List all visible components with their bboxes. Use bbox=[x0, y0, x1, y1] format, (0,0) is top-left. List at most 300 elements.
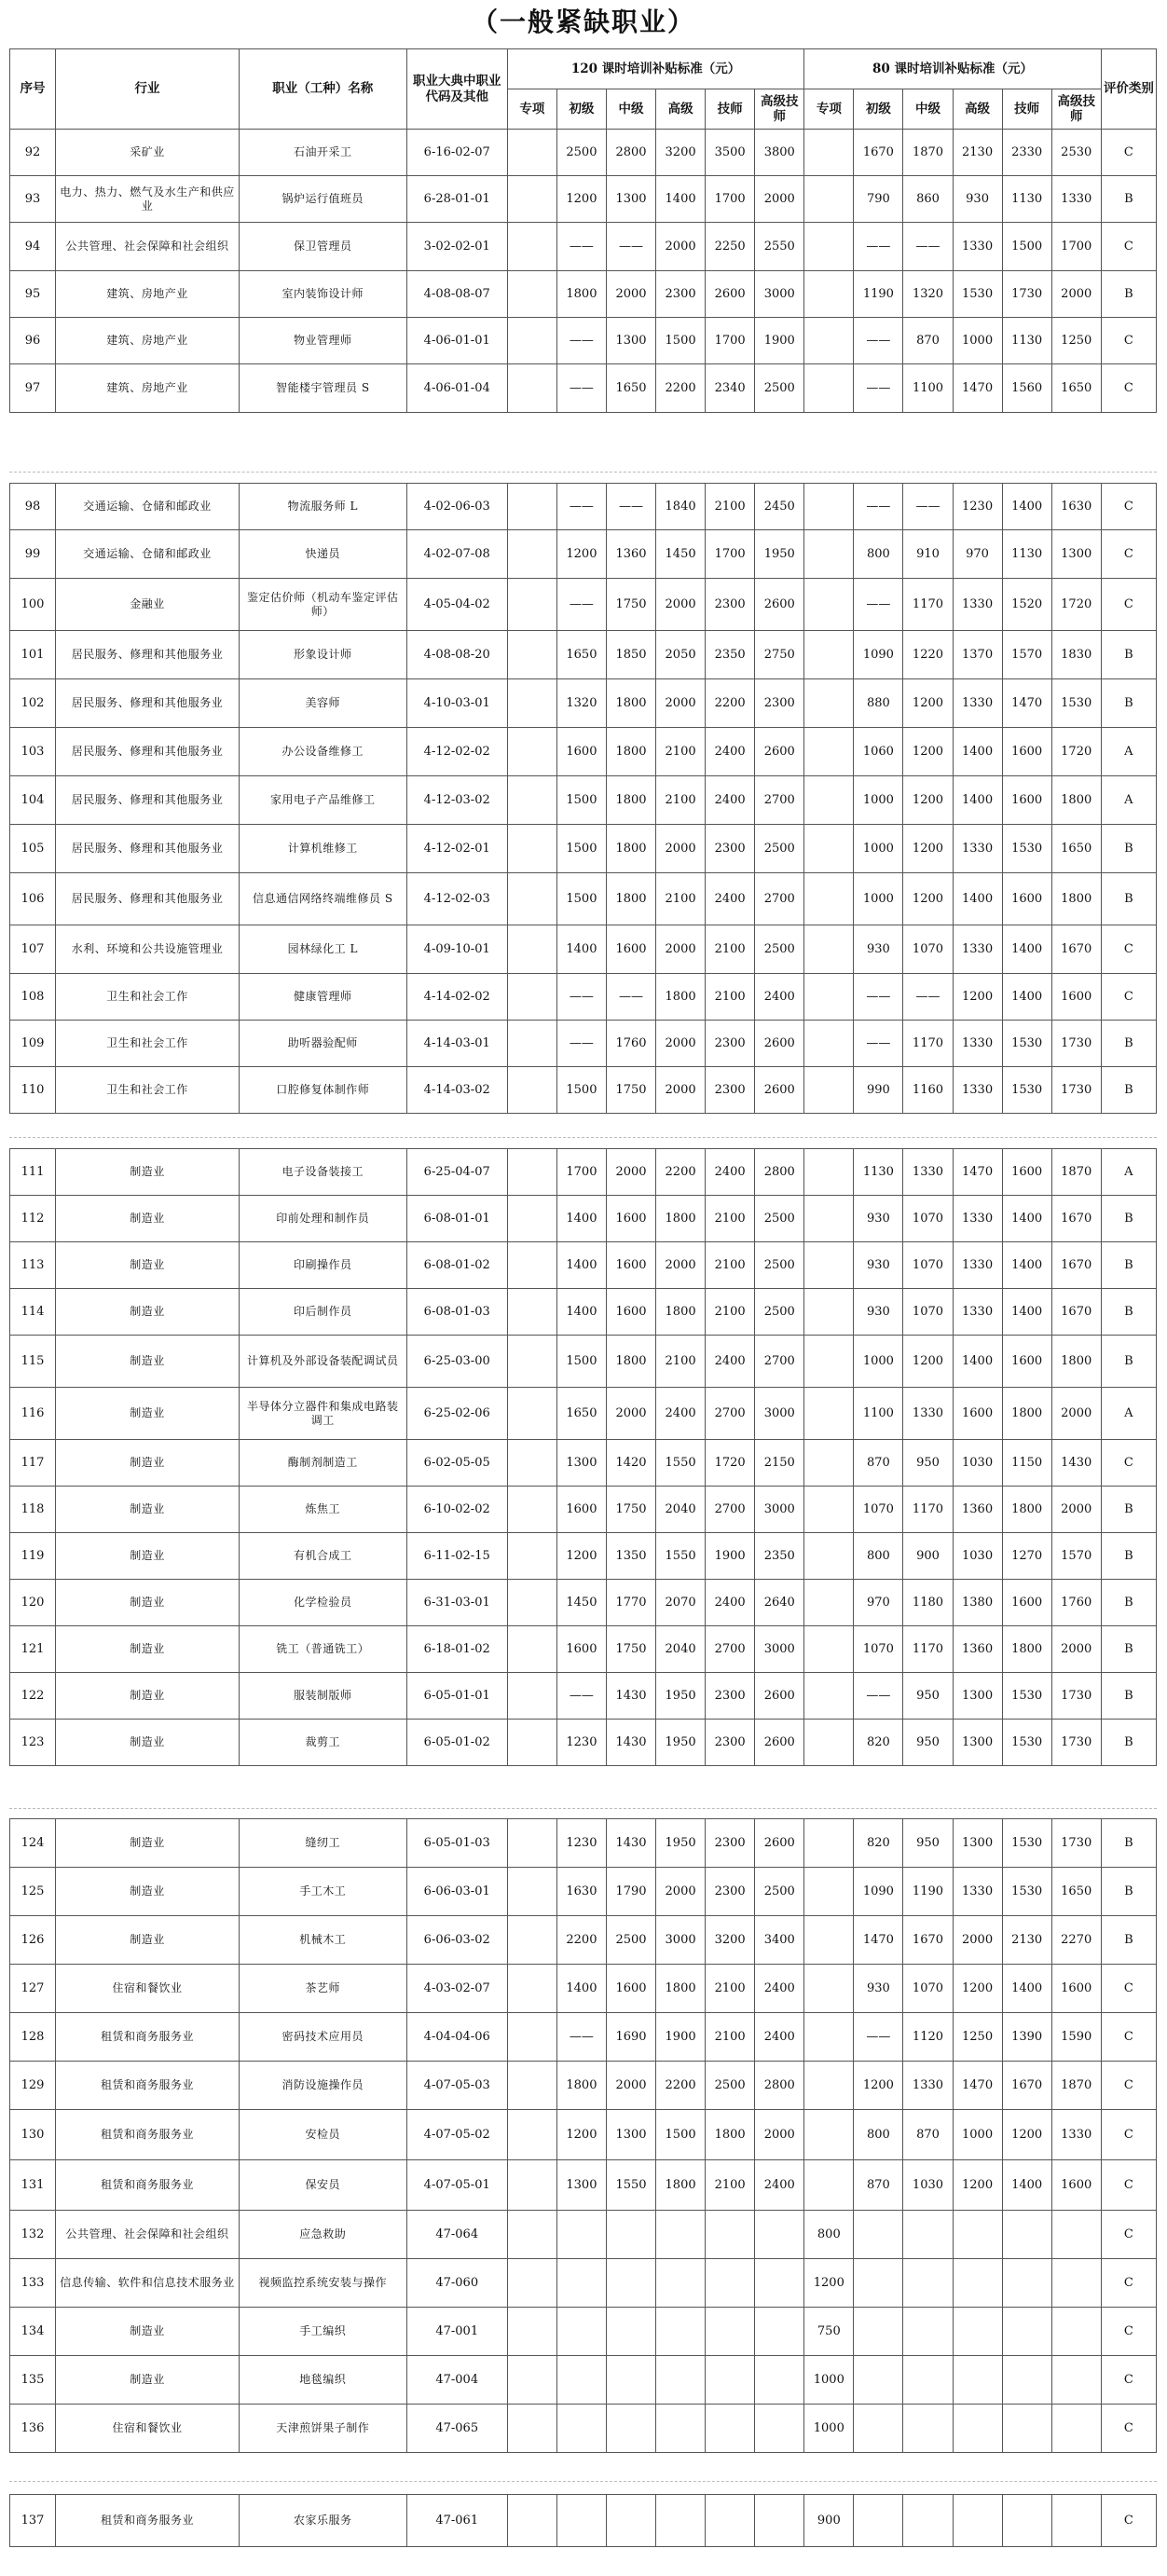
cell-rating: C bbox=[1101, 130, 1156, 176]
table-row bbox=[10, 2160, 1157, 2211]
table-block bbox=[9, 2494, 1157, 2547]
cell-80 bbox=[804, 1626, 854, 1673]
cell-rating: B bbox=[1101, 1533, 1156, 1580]
cell-80 bbox=[804, 825, 854, 873]
cell-120: 1800 bbox=[656, 1196, 706, 1242]
cell-80: 1470 bbox=[854, 1916, 903, 1965]
cell-seq: 99 bbox=[10, 530, 56, 579]
cell-industry: 制造业 bbox=[55, 1336, 239, 1388]
cell-occupation: 安检员 bbox=[239, 2110, 406, 2160]
cell-120 bbox=[507, 1673, 556, 1720]
cell-occupation: 保安员 bbox=[239, 2160, 406, 2211]
cell-rating: B bbox=[1101, 1242, 1156, 1289]
cell-80: 1730 bbox=[1051, 1819, 1101, 1868]
cell-120: 1800 bbox=[656, 1965, 706, 2013]
cell-80: 1170 bbox=[903, 1021, 953, 1067]
cell-code: 4-08-08-07 bbox=[406, 271, 507, 318]
cell-industry: 交通运输、仓储和邮政业 bbox=[55, 530, 239, 579]
cell-seq: 119 bbox=[10, 1533, 56, 1580]
cell-80: 1800 bbox=[1002, 1626, 1051, 1673]
cell-120: 1950 bbox=[656, 1819, 706, 1868]
cell-code: 6-08-01-01 bbox=[406, 1196, 507, 1242]
cell-code: 4-05-04-02 bbox=[406, 579, 507, 631]
cell-80 bbox=[1002, 2308, 1051, 2356]
cell-120: 2000 bbox=[656, 1067, 706, 1114]
cell-occupation: 服装制版师 bbox=[239, 1673, 406, 1720]
cell-120: 1800 bbox=[656, 2160, 706, 2211]
cell-industry: 制造业 bbox=[55, 1440, 239, 1487]
cell-80: 1600 bbox=[1002, 1580, 1051, 1626]
cell-120 bbox=[507, 223, 556, 271]
cell-seq: 100 bbox=[10, 579, 56, 631]
cell-120: 2800 bbox=[606, 130, 655, 176]
cell-80: 1600 bbox=[1051, 2160, 1101, 2211]
cell-80: 1390 bbox=[1002, 2013, 1051, 2062]
header-seq: 序号 bbox=[10, 49, 56, 130]
cell-80: 1830 bbox=[1051, 631, 1101, 679]
cell-industry: 居民服务、修理和其他服务业 bbox=[55, 631, 239, 679]
cell-120: 2100 bbox=[706, 2013, 755, 2062]
cell-120: 2000 bbox=[656, 825, 706, 873]
cell-occupation: 锅炉运行值班员 bbox=[239, 176, 406, 223]
cell-rating: C bbox=[1101, 364, 1156, 413]
cell-80: 1400 bbox=[953, 873, 1002, 925]
cell-rating: B bbox=[1101, 1916, 1156, 1965]
cell-120: 1550 bbox=[656, 1533, 706, 1580]
cell-seq: 97 bbox=[10, 364, 56, 413]
cell-occupation: 半导体分立器件和集成电路装调工 bbox=[239, 1388, 406, 1440]
cell-120 bbox=[507, 2308, 556, 2356]
cell-rating: C bbox=[1101, 2259, 1156, 2308]
cell-80: 1200 bbox=[1002, 2110, 1051, 2160]
cell-seq: 129 bbox=[10, 2062, 56, 2110]
cell-occupation: 美容师 bbox=[239, 679, 406, 728]
cell-120 bbox=[656, 2356, 706, 2405]
cell-120 bbox=[507, 1242, 556, 1289]
cell-seq: 132 bbox=[10, 2211, 56, 2259]
cell-80: 1630 bbox=[1051, 484, 1101, 530]
cell-120: 2350 bbox=[706, 631, 755, 679]
cell-rating: A bbox=[1101, 776, 1156, 825]
cell-80: 1220 bbox=[903, 631, 953, 679]
cell-80: 1030 bbox=[903, 2160, 953, 2211]
cell-120: 1600 bbox=[556, 1487, 606, 1533]
cell-occupation: 地毯编织 bbox=[239, 2356, 406, 2405]
cell-120: 1800 bbox=[606, 728, 655, 776]
cell-120: 1900 bbox=[755, 318, 804, 364]
cell-seq: 127 bbox=[10, 1965, 56, 2013]
cell-120: 3000 bbox=[656, 1916, 706, 1965]
cell-80 bbox=[804, 530, 854, 579]
cell-80 bbox=[804, 271, 854, 318]
cell-code: 6-11-02-15 bbox=[406, 1533, 507, 1580]
cell-80: 870 bbox=[903, 2110, 953, 2160]
cell-120: 2300 bbox=[706, 579, 755, 631]
cell-80: —— bbox=[854, 1673, 903, 1720]
cell-120: 1950 bbox=[656, 1673, 706, 1720]
cell-120 bbox=[507, 728, 556, 776]
header-level: 技师 bbox=[706, 89, 755, 130]
cell-rating: B bbox=[1101, 1336, 1156, 1388]
cell-80: 1200 bbox=[903, 825, 953, 873]
cell-120: 1200 bbox=[556, 530, 606, 579]
cell-80: 1070 bbox=[903, 1196, 953, 1242]
cell-120 bbox=[706, 2211, 755, 2259]
cell-80: 1650 bbox=[1051, 825, 1101, 873]
header-industry: 行业 bbox=[55, 49, 239, 130]
cell-120: 1630 bbox=[556, 1868, 606, 1916]
cell-120 bbox=[507, 2495, 556, 2547]
cell-120: 1650 bbox=[606, 364, 655, 413]
cell-120: —— bbox=[556, 1021, 606, 1067]
cell-80: 1330 bbox=[953, 1868, 1002, 1916]
cell-120: 2000 bbox=[606, 2062, 655, 2110]
cell-80: 1060 bbox=[854, 728, 903, 776]
cell-80 bbox=[804, 1067, 854, 1114]
cell-seq: 126 bbox=[10, 1916, 56, 1965]
cell-seq: 93 bbox=[10, 176, 56, 223]
table-row bbox=[10, 176, 1157, 223]
cell-120: 2400 bbox=[755, 974, 804, 1021]
cell-120 bbox=[507, 2062, 556, 2110]
table-row bbox=[10, 318, 1157, 364]
cell-120: 2750 bbox=[755, 631, 804, 679]
cell-code: 4-12-02-01 bbox=[406, 825, 507, 873]
cell-80: 1000 bbox=[953, 318, 1002, 364]
table-row bbox=[10, 271, 1157, 318]
cell-120: 2500 bbox=[755, 925, 804, 974]
cell-80 bbox=[804, 631, 854, 679]
cell-80 bbox=[804, 1868, 854, 1916]
cell-80 bbox=[804, 318, 854, 364]
cell-80: 1330 bbox=[903, 1149, 953, 1196]
cell-80 bbox=[804, 1196, 854, 1242]
cell-seq: 103 bbox=[10, 728, 56, 776]
cell-120: 1800 bbox=[606, 679, 655, 728]
cell-120 bbox=[507, 2013, 556, 2062]
cell-80: 800 bbox=[854, 1533, 903, 1580]
cell-80: 1070 bbox=[903, 925, 953, 974]
cell-120: —— bbox=[556, 484, 606, 530]
cell-seq: 95 bbox=[10, 271, 56, 318]
header-level: 中级 bbox=[606, 89, 655, 130]
cell-seq: 116 bbox=[10, 1388, 56, 1440]
cell-80: 2000 bbox=[1051, 271, 1101, 318]
cell-80 bbox=[1051, 2405, 1101, 2453]
cell-80: 1000 bbox=[854, 825, 903, 873]
cell-120: 2050 bbox=[656, 631, 706, 679]
cell-80: 1400 bbox=[1002, 1289, 1051, 1336]
cell-120: 2300 bbox=[706, 1819, 755, 1868]
cell-120: 1500 bbox=[556, 1067, 606, 1114]
cell-80 bbox=[953, 2356, 1002, 2405]
cell-industry: 卫生和社会工作 bbox=[55, 1067, 239, 1114]
cell-120 bbox=[507, 1720, 556, 1766]
cell-code: 6-31-03-01 bbox=[406, 1580, 507, 1626]
cell-120: 2500 bbox=[755, 1289, 804, 1336]
cell-80: 1190 bbox=[903, 1868, 953, 1916]
cell-120: 2040 bbox=[656, 1487, 706, 1533]
cell-seq: 136 bbox=[10, 2405, 56, 2453]
cell-80 bbox=[854, 2259, 903, 2308]
cell-80: 1200 bbox=[953, 1965, 1002, 2013]
cell-120: 1750 bbox=[606, 1067, 655, 1114]
cell-industry: 租赁和商务服务业 bbox=[55, 2110, 239, 2160]
cell-80: 1120 bbox=[903, 2013, 953, 2062]
cell-120: 1450 bbox=[556, 1580, 606, 1626]
cell-80: 1730 bbox=[1002, 271, 1051, 318]
cell-seq: 124 bbox=[10, 1819, 56, 1868]
cell-80: 930 bbox=[953, 176, 1002, 223]
cell-code: 4-14-03-02 bbox=[406, 1067, 507, 1114]
cell-120: 2100 bbox=[656, 776, 706, 825]
cell-120: 2100 bbox=[706, 1242, 755, 1289]
cell-seq: 102 bbox=[10, 679, 56, 728]
cell-occupation: 有机合成工 bbox=[239, 1533, 406, 1580]
cell-80 bbox=[854, 2495, 903, 2547]
cell-120: 2000 bbox=[656, 679, 706, 728]
cell-80: 1200 bbox=[903, 776, 953, 825]
cell-120: 2700 bbox=[706, 1388, 755, 1440]
cell-industry: 居民服务、修理和其他服务业 bbox=[55, 776, 239, 825]
cell-occupation: 助听器验配师 bbox=[239, 1021, 406, 1067]
table-block bbox=[9, 48, 1157, 413]
cell-80: 1330 bbox=[953, 679, 1002, 728]
cell-120: 1770 bbox=[606, 1580, 655, 1626]
cell-80: 930 bbox=[854, 1196, 903, 1242]
cell-80 bbox=[1002, 2405, 1051, 2453]
cell-120: 1700 bbox=[556, 1149, 606, 1196]
cell-code: 6-25-04-07 bbox=[406, 1149, 507, 1196]
cell-seq: 107 bbox=[10, 925, 56, 974]
cell-industry: 制造业 bbox=[55, 1149, 239, 1196]
page-break bbox=[9, 2481, 1157, 2482]
cell-80: 1730 bbox=[1051, 1067, 1101, 1114]
cell-seq: 112 bbox=[10, 1196, 56, 1242]
page-break bbox=[9, 1137, 1157, 1138]
cell-code: 6-05-01-02 bbox=[406, 1720, 507, 1766]
cell-industry: 建筑、房地产业 bbox=[55, 271, 239, 318]
cell-seq: 105 bbox=[10, 825, 56, 873]
cell-80: 1470 bbox=[953, 2062, 1002, 2110]
cell-80: 2530 bbox=[1051, 130, 1101, 176]
cell-120 bbox=[507, 130, 556, 176]
cell-80: 1130 bbox=[1002, 176, 1051, 223]
cell-120: 2300 bbox=[706, 1868, 755, 1916]
table-row bbox=[10, 679, 1157, 728]
cell-80 bbox=[1002, 2259, 1051, 2308]
cell-80 bbox=[953, 2405, 1002, 2453]
cell-rating: B bbox=[1101, 1819, 1156, 1868]
cell-120: 2200 bbox=[656, 1149, 706, 1196]
cell-occupation: 密码技术应用员 bbox=[239, 2013, 406, 2062]
cell-rating: B bbox=[1101, 1720, 1156, 1766]
cell-120: 1950 bbox=[755, 530, 804, 579]
cell-120: 2640 bbox=[755, 1580, 804, 1626]
cell-120: 3000 bbox=[755, 271, 804, 318]
cell-code: 3-02-02-01 bbox=[406, 223, 507, 271]
table-row bbox=[10, 2013, 1157, 2062]
table-row bbox=[10, 728, 1157, 776]
cell-code: 6-16-02-07 bbox=[406, 130, 507, 176]
cell-80: 1670 bbox=[1051, 1196, 1101, 1242]
cell-seq: 101 bbox=[10, 631, 56, 679]
cell-80: 1670 bbox=[903, 1916, 953, 1965]
header-level: 高级 bbox=[953, 89, 1002, 130]
cell-80 bbox=[953, 2259, 1002, 2308]
cell-80: 1530 bbox=[1002, 1819, 1051, 1868]
cell-120: 2300 bbox=[706, 1720, 755, 1766]
cell-80: 1600 bbox=[1002, 728, 1051, 776]
cell-80: 1400 bbox=[1002, 1965, 1051, 2013]
cell-80: 1000 bbox=[953, 2110, 1002, 2160]
cell-120: 1230 bbox=[556, 1819, 606, 1868]
cell-80: 2330 bbox=[1002, 130, 1051, 176]
cell-120: —— bbox=[556, 2013, 606, 2062]
cell-80: 1730 bbox=[1051, 1021, 1101, 1067]
cell-80: 1800 bbox=[1051, 776, 1101, 825]
cell-80: —— bbox=[854, 364, 903, 413]
cell-120: 2100 bbox=[706, 1196, 755, 1242]
cell-code: 6-06-03-01 bbox=[406, 1868, 507, 1916]
cell-80: 1380 bbox=[953, 1580, 1002, 1626]
cell-80: 2000 bbox=[1051, 1487, 1101, 1533]
cell-rating: A bbox=[1101, 1388, 1156, 1440]
cell-120 bbox=[507, 484, 556, 530]
cell-code: 4-03-02-07 bbox=[406, 1965, 507, 2013]
cell-occupation: 裁剪工 bbox=[239, 1720, 406, 1766]
cell-120: 2500 bbox=[606, 1916, 655, 1965]
cell-120: 1690 bbox=[606, 2013, 655, 2062]
cell-120: 3000 bbox=[755, 1487, 804, 1533]
cell-120 bbox=[507, 1868, 556, 1916]
page-break bbox=[9, 472, 1157, 473]
cell-80 bbox=[953, 2495, 1002, 2547]
cell-80: —— bbox=[854, 318, 903, 364]
cell-120: 2600 bbox=[755, 579, 804, 631]
cell-120: 2100 bbox=[706, 925, 755, 974]
cell-120 bbox=[556, 2259, 606, 2308]
cell-120: 2700 bbox=[706, 1626, 755, 1673]
cell-80 bbox=[854, 2356, 903, 2405]
cell-80: 1600 bbox=[1002, 1149, 1051, 1196]
table-row bbox=[10, 2110, 1157, 2160]
cell-industry: 公共管理、社会保障和社会组织 bbox=[55, 223, 239, 271]
cell-120 bbox=[507, 364, 556, 413]
cell-120 bbox=[755, 2211, 804, 2259]
cell-code: 4-02-07-08 bbox=[406, 530, 507, 579]
cell-120: —— bbox=[556, 364, 606, 413]
cell-120: 2300 bbox=[755, 679, 804, 728]
cell-occupation: 酶制剂制造工 bbox=[239, 1440, 406, 1487]
cell-80: 1800 bbox=[1051, 1336, 1101, 1388]
cell-80: 1070 bbox=[903, 1242, 953, 1289]
cell-seq: 118 bbox=[10, 1487, 56, 1533]
cell-80: 1400 bbox=[953, 776, 1002, 825]
table-row bbox=[10, 1819, 1157, 1868]
cell-80: —— bbox=[903, 223, 953, 271]
table-row bbox=[10, 1487, 1157, 1533]
cell-code: 47-065 bbox=[406, 2405, 507, 2453]
cell-120: 2400 bbox=[706, 1149, 755, 1196]
cell-80: 1300 bbox=[953, 1720, 1002, 1766]
cell-80 bbox=[903, 2211, 953, 2259]
cell-80 bbox=[804, 1242, 854, 1289]
cell-120: 2200 bbox=[656, 2062, 706, 2110]
cell-120 bbox=[507, 2259, 556, 2308]
cell-120: 1550 bbox=[656, 1440, 706, 1487]
cell-120: 2600 bbox=[755, 1819, 804, 1868]
cell-code: 4-06-01-01 bbox=[406, 318, 507, 364]
table-row bbox=[10, 1868, 1157, 1916]
cell-120 bbox=[706, 2308, 755, 2356]
cell-120: 1500 bbox=[556, 873, 606, 925]
cell-120 bbox=[507, 1533, 556, 1580]
cell-120 bbox=[656, 2259, 706, 2308]
cell-120: 1420 bbox=[606, 1440, 655, 1487]
cell-industry: 制造业 bbox=[55, 1533, 239, 1580]
cell-120 bbox=[556, 2211, 606, 2259]
cell-120: 2000 bbox=[656, 579, 706, 631]
cell-80: —— bbox=[854, 1021, 903, 1067]
table-row bbox=[10, 1021, 1157, 1067]
cell-80: 950 bbox=[903, 1720, 953, 1766]
cell-120 bbox=[507, 776, 556, 825]
cell-120 bbox=[556, 2495, 606, 2547]
cell-120 bbox=[507, 1580, 556, 1626]
cell-120: 2600 bbox=[755, 1021, 804, 1067]
cell-80: —— bbox=[854, 579, 903, 631]
cell-occupation: 快递员 bbox=[239, 530, 406, 579]
cell-seq: 113 bbox=[10, 1242, 56, 1289]
cell-80: —— bbox=[854, 484, 903, 530]
cell-rating: B bbox=[1101, 1196, 1156, 1242]
cell-80: 1200 bbox=[953, 2160, 1002, 2211]
cell-80 bbox=[1051, 2356, 1101, 2405]
table-row bbox=[10, 776, 1157, 825]
cell-120 bbox=[507, 271, 556, 318]
cell-rating: B bbox=[1101, 1021, 1156, 1067]
cell-80: 1800 bbox=[1051, 873, 1101, 925]
cell-120 bbox=[507, 1916, 556, 1965]
cell-120 bbox=[507, 679, 556, 728]
cell-80: 1330 bbox=[903, 1388, 953, 1440]
cell-80: 1650 bbox=[1051, 1868, 1101, 1916]
cell-80: 1000 bbox=[804, 2405, 854, 2453]
cell-120: 2100 bbox=[656, 873, 706, 925]
cell-80: 1330 bbox=[953, 1289, 1002, 1336]
cell-120: 2500 bbox=[556, 130, 606, 176]
cell-occupation: 化学检验员 bbox=[239, 1580, 406, 1626]
cell-120: 2400 bbox=[656, 1388, 706, 1440]
cell-120 bbox=[706, 2259, 755, 2308]
cell-80: 900 bbox=[903, 1533, 953, 1580]
cell-80 bbox=[1051, 2495, 1101, 2547]
cell-seq: 137 bbox=[10, 2495, 56, 2547]
cell-80: 930 bbox=[854, 1289, 903, 1336]
cell-120 bbox=[507, 873, 556, 925]
cell-rating: C bbox=[1101, 484, 1156, 530]
cell-120 bbox=[755, 2356, 804, 2405]
cell-80: 1300 bbox=[1051, 530, 1101, 579]
cell-80 bbox=[804, 1965, 854, 2013]
cell-80: 1130 bbox=[854, 1149, 903, 1196]
cell-code: 47-061 bbox=[406, 2495, 507, 2547]
cell-80: 1600 bbox=[1051, 1965, 1101, 2013]
cell-80: 750 bbox=[804, 2308, 854, 2356]
cell-80: 990 bbox=[854, 1067, 903, 1114]
cell-120: 2200 bbox=[706, 679, 755, 728]
